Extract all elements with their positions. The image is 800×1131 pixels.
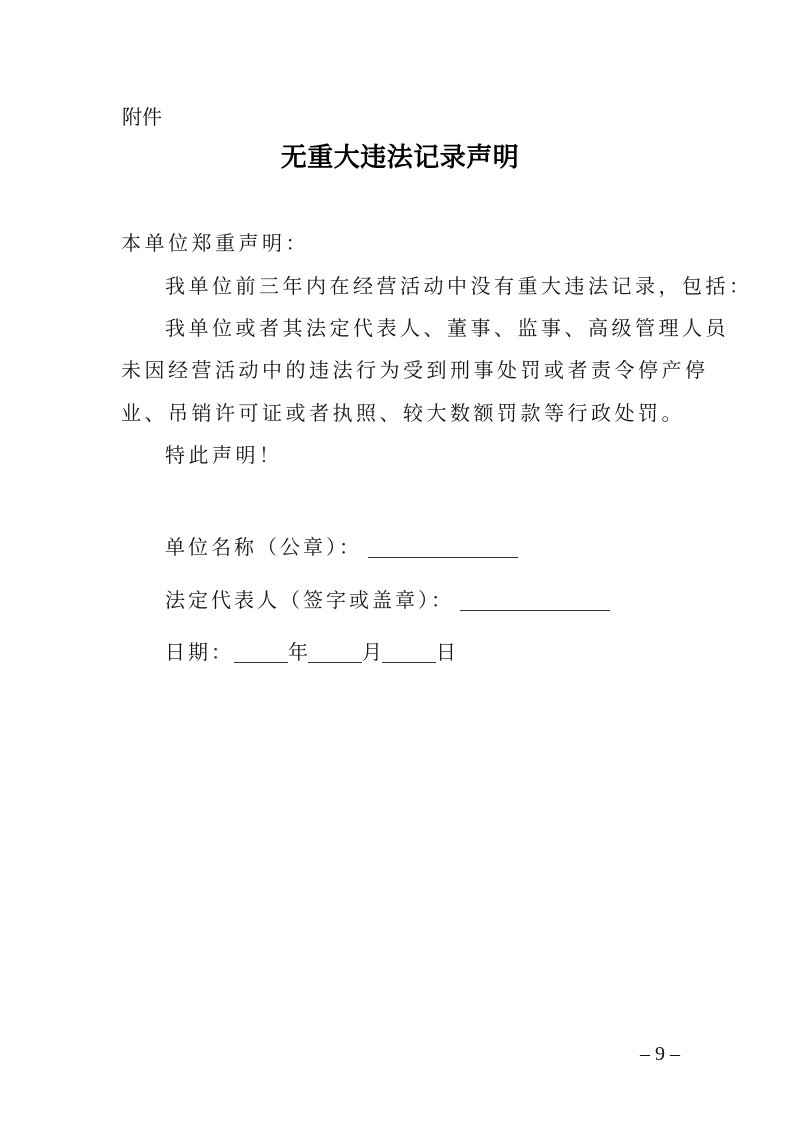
legal-representative-blank[interactable] <box>460 588 610 611</box>
year-blank[interactable] <box>234 640 288 663</box>
date-label: 日期： <box>165 640 234 664</box>
declaration-intro: 本单位郑重声明： <box>121 231 309 255</box>
legal-representative-label: 法定代表人（签字或盖章）： <box>165 588 454 612</box>
unit-name-label: 单位名称（公章）： <box>165 535 362 559</box>
month-blank[interactable] <box>308 640 362 663</box>
year-label: 年 <box>288 640 308 664</box>
day-label: 日 <box>436 640 456 664</box>
attachment-label: 附件 <box>122 105 162 129</box>
month-label: 月 <box>362 640 382 664</box>
declaration-paragraph-2-line-3: 业、吊销许可证或者执照、较大数额罚款等行政处罚。 <box>121 401 685 425</box>
day-blank[interactable] <box>382 640 436 663</box>
document-title: 无重大违法记录声明 <box>280 143 520 173</box>
page-number: – 9 – <box>640 1043 680 1065</box>
declaration-paragraph-1: 我单位前三年内在经营活动中没有重大违法记录，包括： <box>165 274 753 298</box>
legal-representative-row <box>165 586 610 614</box>
date-row <box>165 638 456 666</box>
unit-name-blank[interactable] <box>368 535 518 558</box>
declaration-paragraph-2-line-2: 未因经营活动中的违法行为受到刑事处罚或者责令停产停 <box>121 358 709 382</box>
declaration-paragraph-2-line-1: 我单位或者其法定代表人、董事、监事、高级管理人员 <box>165 316 729 340</box>
declaration-closing: 特此声明！ <box>165 443 283 467</box>
unit-name-row <box>165 533 518 561</box>
